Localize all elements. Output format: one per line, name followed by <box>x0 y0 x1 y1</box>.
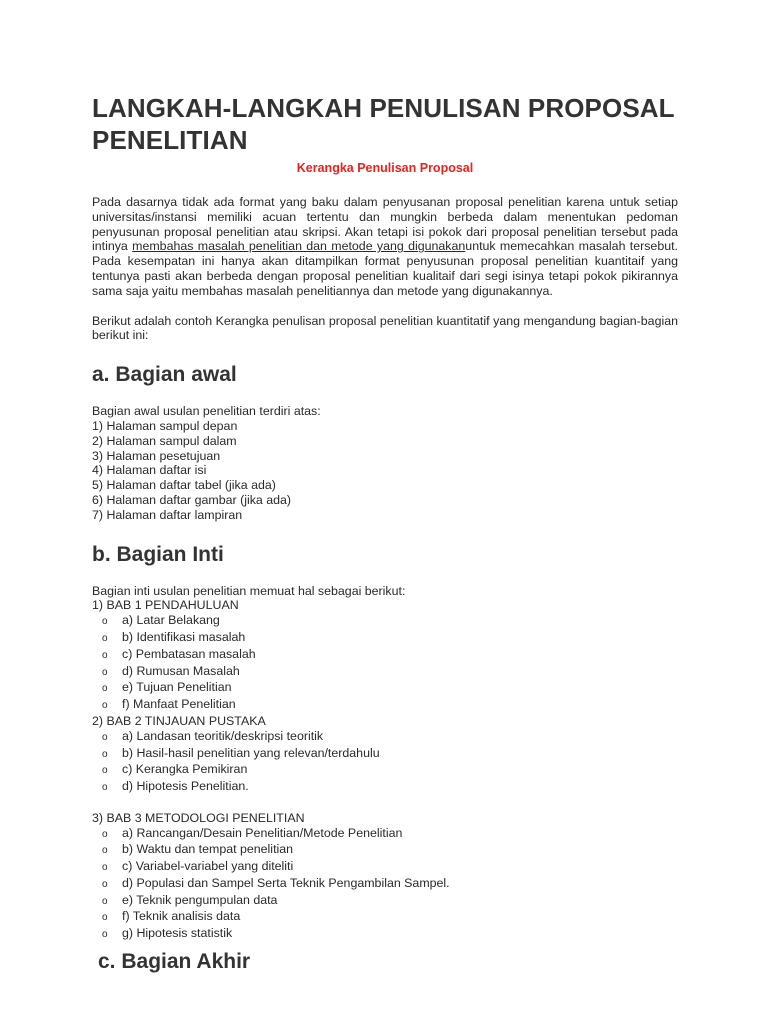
list-item: o d) Hipotesis Penelitian. <box>92 779 678 796</box>
bullet-icon: o <box>102 912 108 924</box>
list-item: o c) Pembatasan masalah <box>92 647 678 664</box>
list-item: o f) Manfaat Penelitian <box>92 697 678 714</box>
bab3-title: 3) BAB 3 METODOLOGI PENELITIAN <box>92 810 305 825</box>
section-a-lead: Bagian awal usulan penelitian terdiri atas: <box>92 404 321 419</box>
intro-paragraph <box>92 195 678 299</box>
section-b-heading: b. Bagian Inti <box>92 542 224 566</box>
list-item: 1) Halaman sampul depan <box>92 418 238 433</box>
list-item: 7) Halaman daftar lampiran <box>92 507 243 522</box>
bullet-icon: o <box>102 895 108 907</box>
list-item: o d) Populasi dan Sampel Serta Teknik Pengambilan Sampel. <box>92 876 678 893</box>
list-item: 4) Halaman daftar isi <box>92 463 207 478</box>
list-item: o b) Hasil-hasil penelitian yang relevan/terdahulu <box>92 746 678 763</box>
list-item: 6) Halaman daftar gambar (jika ada) <box>92 492 292 507</box>
list-item: o f) Teknik analisis data <box>92 909 678 926</box>
bab1-title: 1) BAB 1 PENDAHULUAN <box>92 598 239 613</box>
list-item: o a) Landasan teoritik/deskripsi teoritik <box>92 729 678 746</box>
bullet-icon: o <box>102 862 108 874</box>
section-b-list <box>92 584 678 944</box>
document-title: LANGKAH-LANGKAH PENULISAN PROPOSAL PENELITIAN <box>92 93 675 155</box>
list-item: o c) Kerangka Pemikiran <box>92 762 678 779</box>
bab2-title: 2) BAB 2 TINJAUAN PUSTAKA <box>92 713 266 728</box>
list-item: o b) Waktu dan tempat penelitian <box>92 842 678 859</box>
section-c-heading: c. Bagian Akhir <box>98 950 251 974</box>
bullet-icon: o <box>102 878 108 890</box>
bullet-icon: o <box>102 929 108 941</box>
list-item: o a) Latar Belakang <box>92 613 678 630</box>
list-item: o c) Variabel-variabel yang diteliti <box>92 859 678 876</box>
bullet-icon: o <box>102 700 108 712</box>
intro-text-1: Pada dasarnya tidak ada format yang baku dalam penyusanan proposal penelitian karena untuk setiap universitas/instansi memiliki acuan tertentu dan mungkin berbeda dalam menentukan pedoman penyusunan proposal penelitian atau skripsi. Akan tetapi isi pokok dari proposal penelitian tersebut pada intinya <box>92 195 678 254</box>
section-a-heading: a. Bagian awal <box>92 363 237 387</box>
list-item: 5) Halaman daftar tabel (jika ada) <box>92 478 276 493</box>
list-item: o e) Tujuan Penelitian <box>92 680 678 697</box>
section-b-lead: Bagian inti usulan penelitian memuat hal sebagai berikut: <box>92 583 406 598</box>
bullet-icon: o <box>102 616 108 628</box>
intro-underlined-text: membahas masalah penelitian dan metode yang digunakan <box>132 239 466 254</box>
list-item: o e) Teknik pengumpulan data <box>92 893 678 910</box>
list-item: 3) Halaman pesetujuan <box>92 448 221 463</box>
intro-paragraph-2: Berikut adalah contoh Kerangka penulisan proposal penelitian kuantitatif yang mengandung bagian-bagian berikut ini: <box>92 313 678 343</box>
list-item: o d) Rumusan Masalah <box>92 664 678 681</box>
list-item: o b) Identifikasi masalah <box>92 630 678 647</box>
section-a-list <box>92 404 678 522</box>
bullet-icon: o <box>102 782 108 794</box>
bullet-icon: o <box>102 765 108 777</box>
bullet-icon: o <box>102 632 108 644</box>
intro-text-2: untuk memecahkan masalah tersebut. Pada kesempatan ini hanya akan ditampilkan format penyusunan proposal penelitian kuantitaif yang tentunya pasti akan berbeda dengan proposal penelitian kualitaif dari segi isinya tetapi pokok pikirannya sama saja yaitu membahas masalah penelitiannya dan metode yang digunakannya. <box>92 239 678 298</box>
list-item: 2) Halaman sampul dalam <box>92 433 237 448</box>
bullet-icon: o <box>102 748 108 760</box>
bullet-icon: o <box>102 683 108 695</box>
list-item: o g) Hipotesis statistik <box>92 926 678 943</box>
bullet-icon: o <box>102 828 108 840</box>
bullet-icon: o <box>102 731 108 743</box>
document-page <box>92 92 678 975</box>
bullet-icon: o <box>102 845 108 857</box>
bullet-icon: o <box>102 649 108 661</box>
bullet-icon: o <box>102 666 108 678</box>
list-item: o a) Rancangan/Desain Penelitian/Metode Penelitian <box>92 826 678 843</box>
document-subtitle: Kerangka Penulisan Proposal <box>296 161 474 175</box>
